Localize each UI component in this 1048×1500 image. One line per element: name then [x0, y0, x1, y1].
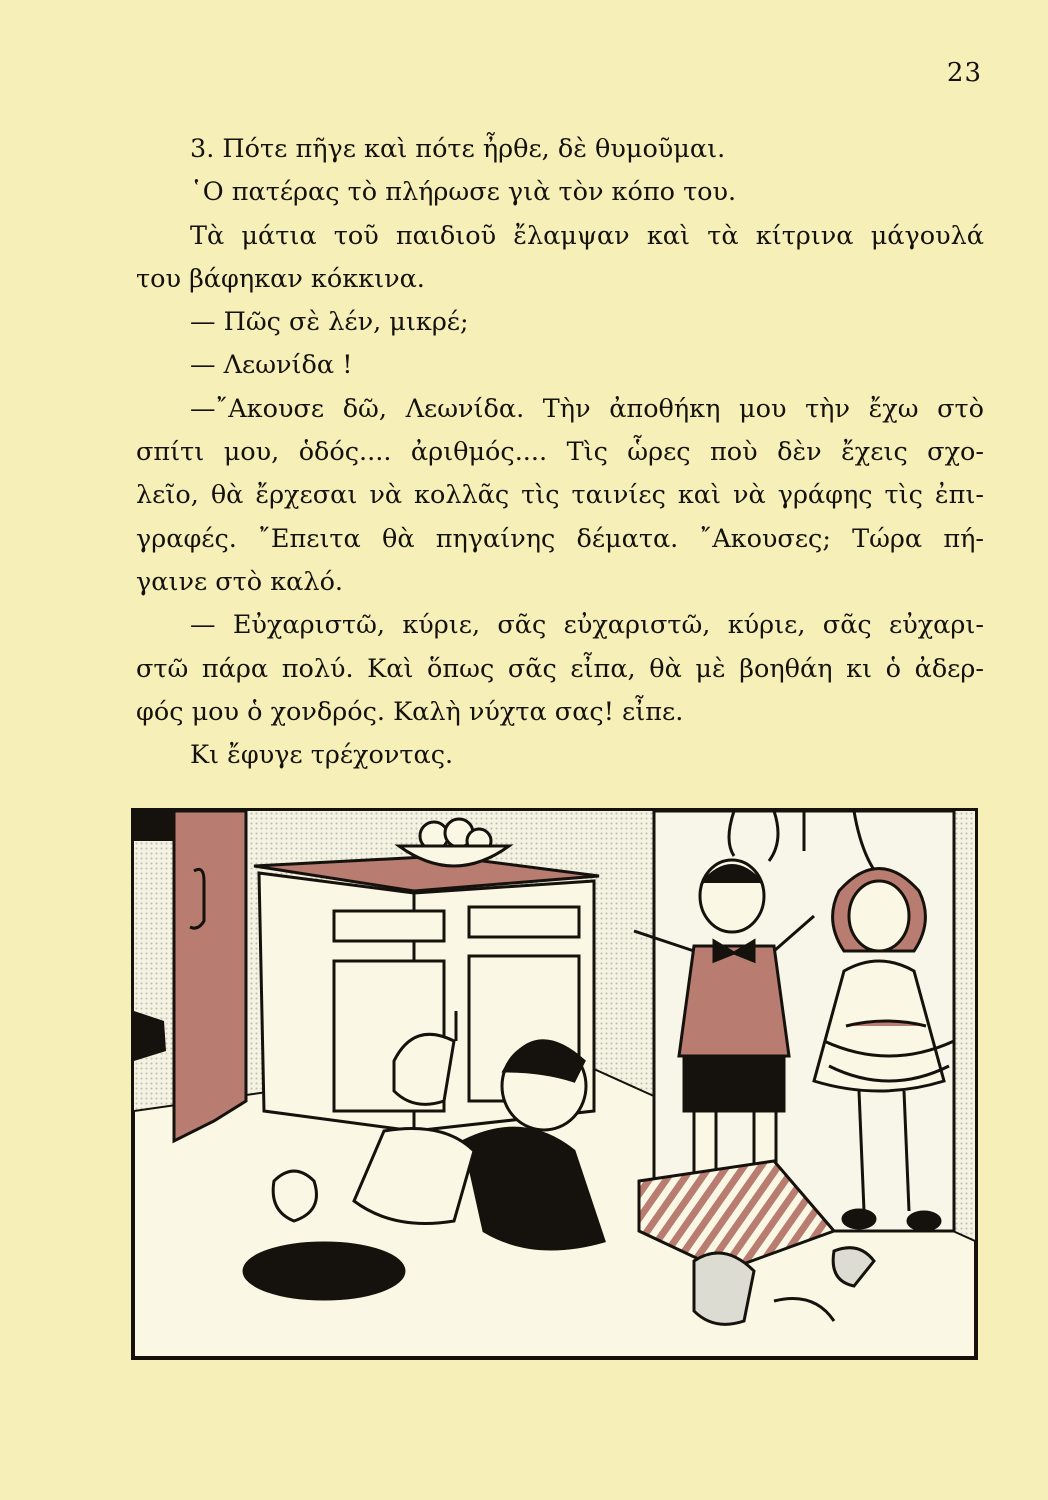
page-number: 23 — [946, 58, 982, 88]
text-line: — Πῶς σὲ λέν, μικρέ; — [190, 307, 469, 338]
text-line: Τὰ μάτια τοῦ παιδιοῦ ἔλαμψαν καὶ τὰ κίτρινα μάγουλά — [190, 220, 984, 251]
text-line: του βάφηκαν κόκκινα. — [136, 263, 425, 294]
text-line: — Λεωνίδα ! — [190, 350, 353, 381]
text-line: ῾Ο πατέρας τὸ πλήρωσε γιὰ τὸν κόπο του. — [190, 177, 737, 208]
text-body — [136, 128, 984, 777]
text-line: 3. Πότε πῆγε καὶ πότε ἦρθε, δὲ θυμοῦμαι. — [190, 134, 726, 164]
illustration-children-room — [131, 808, 978, 1360]
text-line: λεῖο, θὰ ἔρχεσαι νὰ κολλᾶς τὶς ταινίες καὶ νὰ γράφης τὶς ἐπι- — [136, 480, 984, 511]
text-line: γραφές. ῎Επειτα θὰ πηγαίνης δέματα. ῎Ακουσες; Τώρα πή- — [136, 523, 984, 554]
text-line: στῶ πάρα πολύ. Καὶ ὅπως σᾶς εἶπα, θὰ μὲ βοηθάη κι ὁ ἀδερ- — [136, 653, 984, 684]
text-line: — Εὐχαριστῶ, κύριε, σᾶς εὐχαριστῶ, κύριε, σᾶς εὐχαρι- — [190, 610, 984, 641]
text-line: —῎Ακουσε δῶ, Λεωνίδα. Τὴν ἀποθήκη μου τὴν ἔχω στὸ — [190, 393, 984, 424]
text-line: γαινε στὸ καλό. — [136, 566, 344, 597]
text-line: σπίτι μου, ὁδός.... ἀριθμός.... Τὶς ὧρες ποὺ δὲν ἔχεις σχο- — [136, 437, 984, 468]
text-line: φός μου ὁ χονδρός. Καλὴ νύχτα σας! εἶπε. — [136, 696, 684, 727]
text-line: Κι ἔφυγε τρέχοντας. — [190, 740, 454, 771]
